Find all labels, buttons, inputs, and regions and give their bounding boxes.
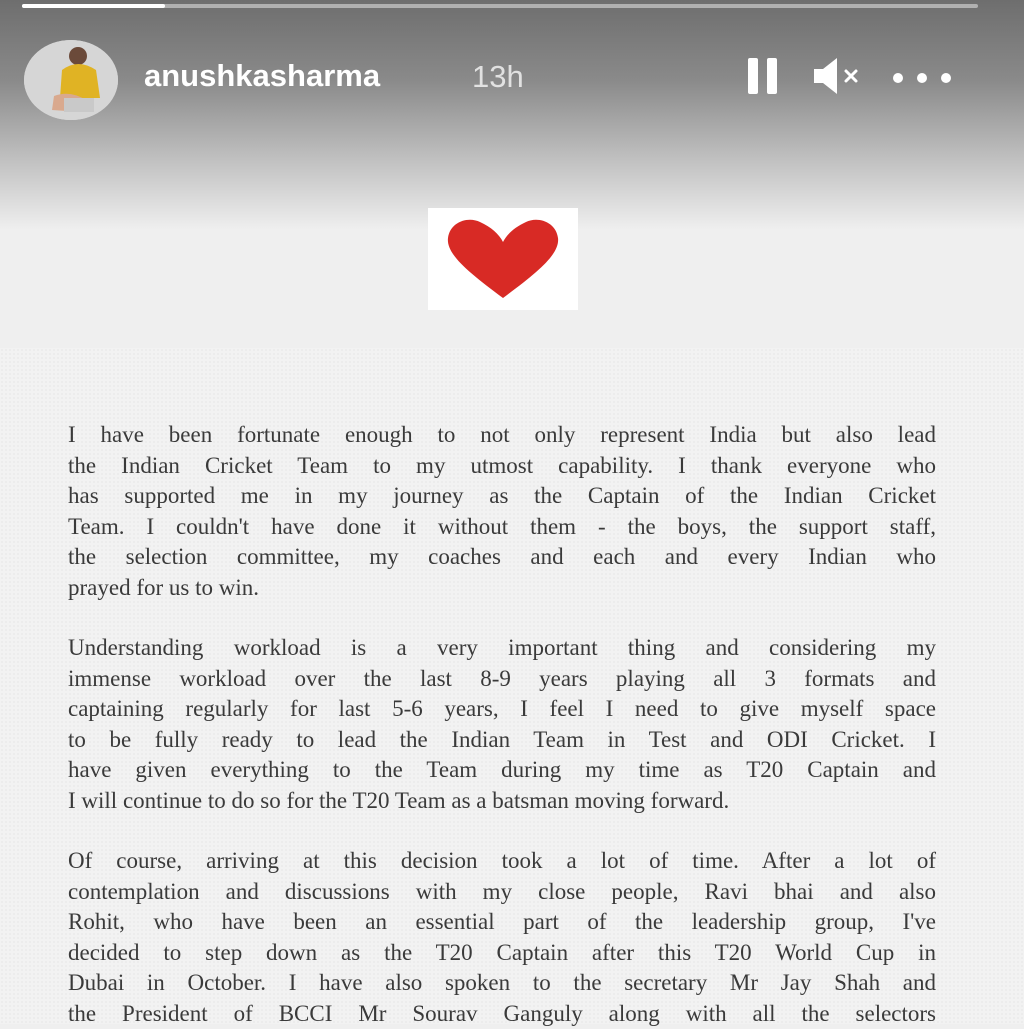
letter-paragraph xyxy=(68,420,936,603)
pause-icon[interactable] xyxy=(746,54,780,98)
letter-line: decided to step down as the T20 Captain after this T20 World Cup in xyxy=(68,938,936,969)
username[interactable]: anushkasharma xyxy=(144,58,380,94)
statement-letter xyxy=(68,420,936,1029)
letter-line: the Indian Cricket Team to my utmost capability. I thank everyone who xyxy=(68,451,936,482)
letter-paragraph xyxy=(68,846,936,1029)
more-options-icon[interactable] xyxy=(890,54,954,98)
letter-line: Team. I couldn't have done it without them - the boys, the support staff, xyxy=(68,512,936,543)
avatar-image xyxy=(24,40,118,120)
paragraph-gap xyxy=(68,816,936,846)
paragraph-gap xyxy=(68,603,936,633)
letter-line: to be fully ready to lead the Indian Team in Test and ODI Cricket. I xyxy=(68,725,936,756)
letter-line: I will continue to do so for the T20 Team as a batsman moving forward. xyxy=(68,786,936,817)
letter-line: Of course, arriving at this decision took a lot of time. After a lot of xyxy=(68,846,936,877)
letter-line: prayed for us to win. xyxy=(68,573,936,604)
story-timestamp: 13h xyxy=(472,59,524,95)
letter-line: immense workload over the last 8-9 years playing all 3 formats and xyxy=(68,664,936,695)
story-progress-bar xyxy=(22,4,978,8)
letter-line: the President of BCCI Mr Sourav Ganguly along with all the selectors xyxy=(68,999,936,1029)
letter-line: Dubai in October. I have also spoken to the secretary Mr Jay Shah and xyxy=(68,968,936,999)
letter-line: has supported me in my journey as the Captain of the Indian Cricket xyxy=(68,481,936,512)
letter-paragraph xyxy=(68,633,936,816)
volume-muted-icon[interactable] xyxy=(810,54,866,98)
avatar[interactable] xyxy=(24,40,118,120)
letter-line: contemplation and discussions with my close people, Ravi bhai and also xyxy=(68,877,936,908)
red-heart-icon xyxy=(428,208,578,310)
letter-line: the selection committee, my coaches and each and every Indian who xyxy=(68,542,936,573)
story-progress-fill xyxy=(22,4,165,8)
letter-line: Understanding workload is a very important thing and considering my xyxy=(68,633,936,664)
letter-line: captaining regularly for last 5-6 years, I feel I need to give myself space xyxy=(68,694,936,725)
letter-line: Rohit, who have been an essential part of the leadership group, I've xyxy=(68,907,936,938)
story-header xyxy=(24,40,1000,120)
letter-line: have given everything to the Team during my time as T20 Captain and xyxy=(68,755,936,786)
heart-sticker xyxy=(428,208,578,310)
letter-line: I have been fortunate enough to not only represent India but also lead xyxy=(68,420,936,451)
